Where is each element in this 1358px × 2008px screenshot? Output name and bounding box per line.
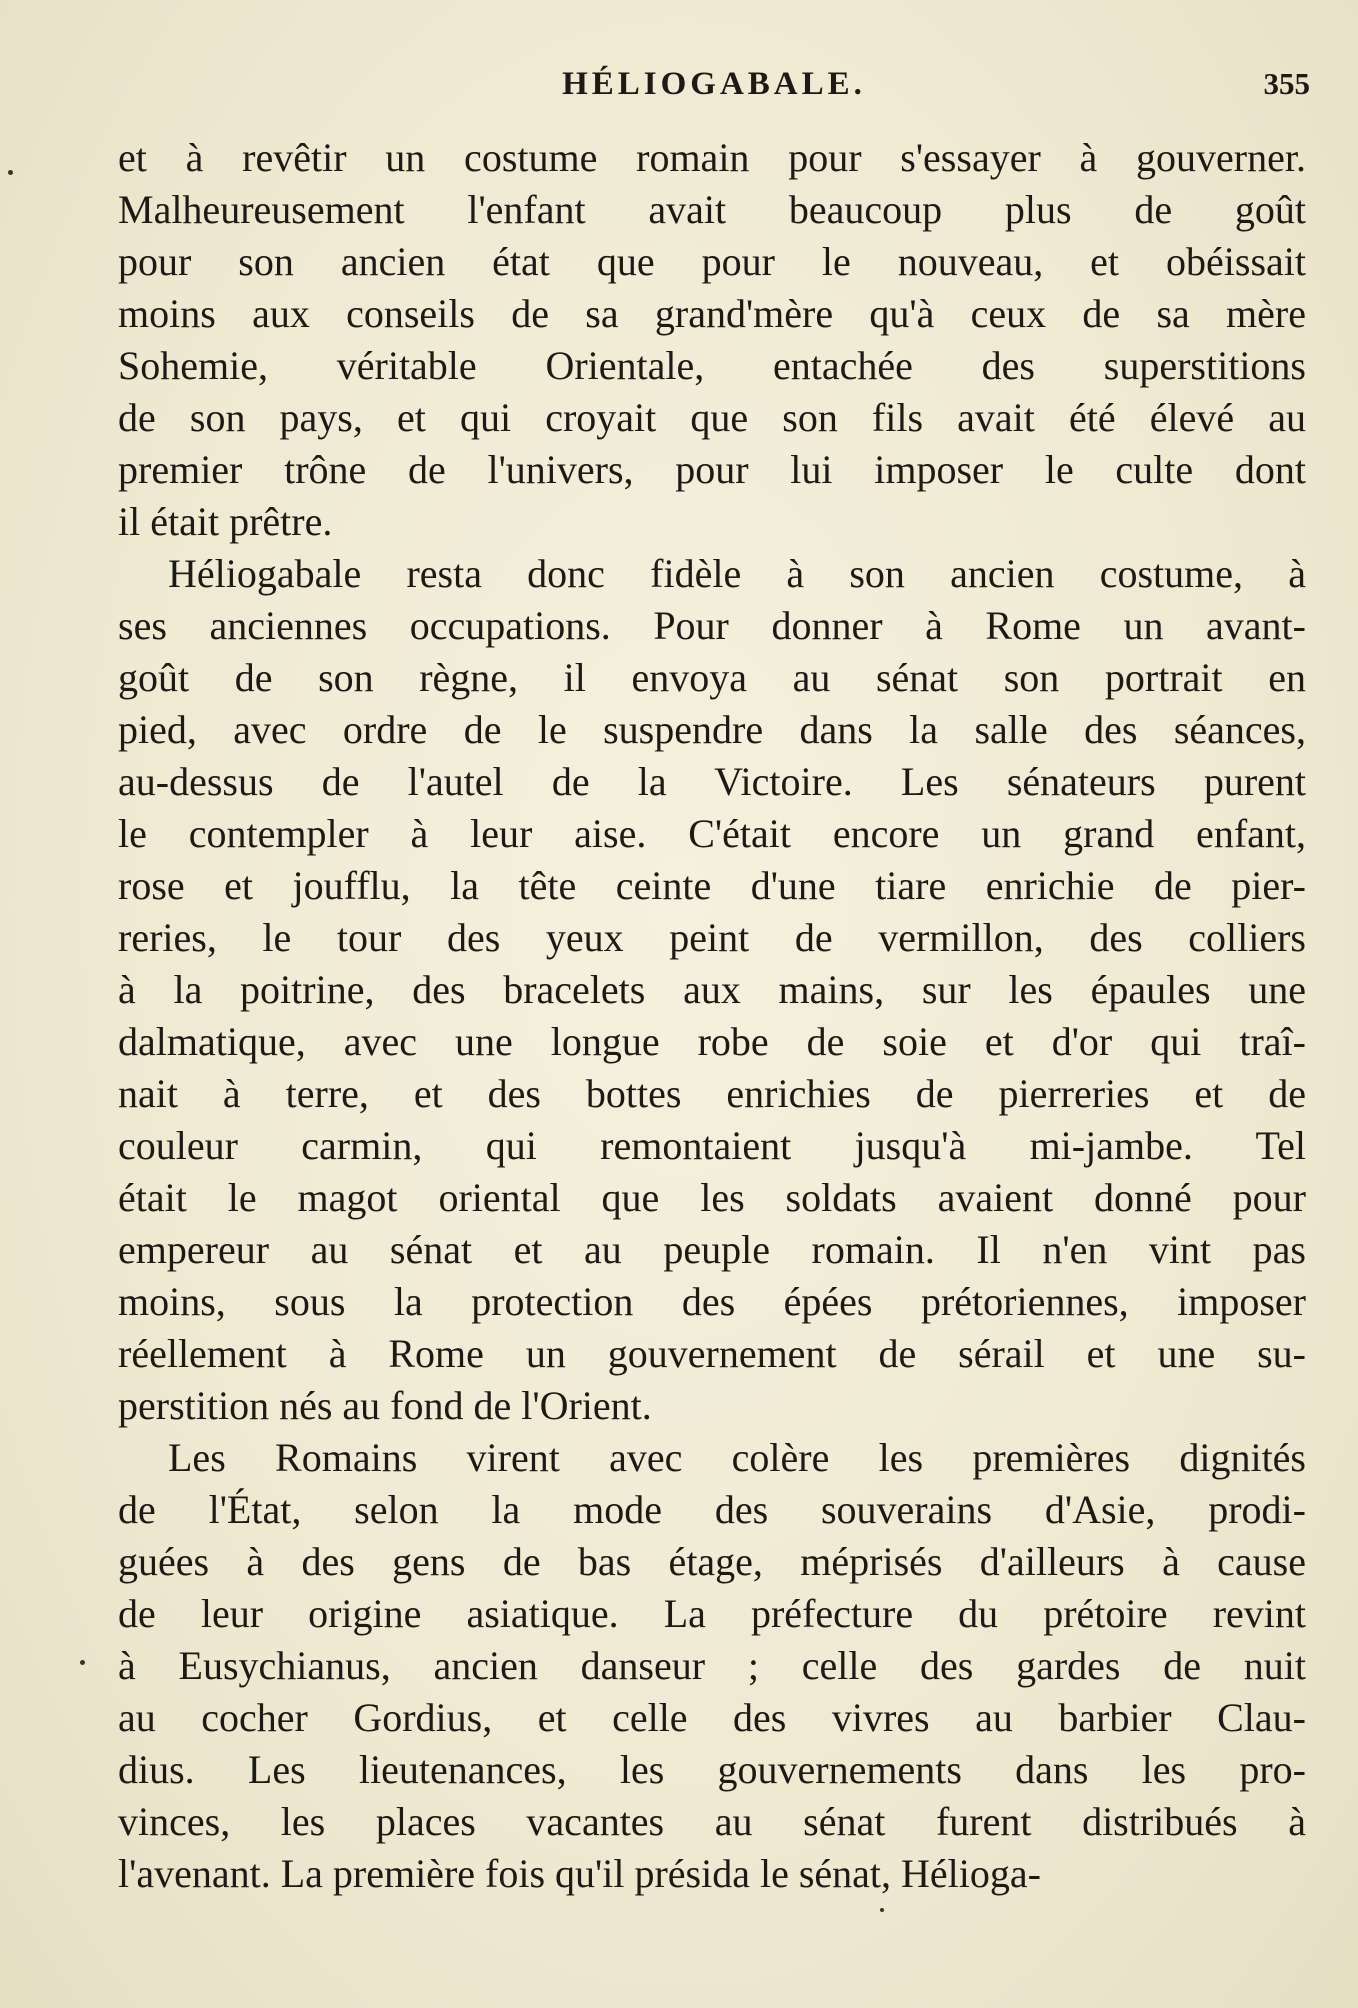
text-line: de l'État, selon la mode des souverains d'Asie, prodi- — [118, 1487, 1306, 1532]
text-line: Malheureusement l'enfant avait beaucoup plus de goût — [118, 187, 1306, 232]
text-line: moins aux conseils de sa grand'mère qu'à ceux de sa mère — [118, 291, 1306, 336]
text-line: le contempler à leur aise. C'était encore un grand enfant, — [118, 811, 1306, 856]
text-line: nait à terre, et des bottes enrichies de pierreries et de — [118, 1071, 1306, 1116]
text-line: Héliogabale resta donc fidèle à son ancien costume, à — [168, 551, 1306, 596]
text-line: Les Romains virent avec colère les premières dignités — [168, 1435, 1306, 1480]
text-line: à la poitrine, des bracelets aux mains, sur les épaules une — [118, 967, 1306, 1012]
text-line: pour son ancien état que pour le nouveau, et obéissait — [118, 239, 1306, 284]
text-line: de leur origine asiatique. La préfecture du prétoire revint — [118, 1591, 1306, 1636]
body-text — [118, 132, 1306, 1900]
text-line: Sohemie, véritable Orientale, entachée des superstitions — [118, 343, 1306, 388]
page-number: 355 — [1263, 66, 1310, 101]
text-line: réellement à Rome un gouvernement de sérail et une su- — [118, 1331, 1306, 1376]
text-line: l'avenant. La première fois qu'il présida le sénat, Hélioga- — [118, 1851, 1041, 1896]
text-line: il était prêtre. — [118, 499, 333, 544]
text-line: empereur au sénat et au peuple romain. Il n'en vint pas — [118, 1227, 1306, 1272]
ink-speck — [880, 1908, 884, 1912]
text-line: pied, avec ordre de le suspendre dans la salle des séances, — [118, 707, 1306, 752]
text-line: vinces, les places vacantes au sénat furent distribués à — [118, 1799, 1306, 1844]
text-line: rose et joufflu, la tête ceinte d'une tiare enrichie de pier- — [118, 863, 1306, 908]
text-line: était le magot oriental que les soldats avaient donné pour — [118, 1175, 1306, 1220]
text-line: premier trône de l'univers, pour lui imposer le culte dont — [118, 447, 1306, 492]
text-line: guées à des gens de bas étage, méprisés d'ailleurs à cause — [118, 1539, 1306, 1584]
text-line: au cocher Gordius, et celle des vivres au barbier Clau- — [118, 1695, 1306, 1740]
text-line: goût de son règne, il envoya au sénat son portrait en — [118, 655, 1306, 700]
text-line: reries, le tour des yeux peint de vermillon, des colliers — [118, 915, 1306, 960]
paragraph — [118, 548, 1306, 1432]
paragraph — [118, 1432, 1306, 1900]
text-line: au-dessus de l'autel de la Victoire. Les sénateurs purent — [118, 759, 1306, 804]
page-header — [118, 66, 1310, 116]
running-title: HÉLIOGABALE. — [562, 66, 866, 102]
paragraph — [118, 132, 1306, 548]
text-line: et à revêtir un costume romain pour s'essayer à gouverner. — [118, 135, 1306, 180]
text-line: dius. Les lieutenances, les gouvernements dans les pro- — [118, 1747, 1306, 1792]
text-line: perstition nés au fond de l'Orient. — [118, 1383, 652, 1428]
text-line: à Eusychianus, ancien danseur ; celle des gardes de nuit — [118, 1643, 1306, 1688]
text-line: de son pays, et qui croyait que son fils avait été élevé au — [118, 395, 1306, 440]
text-line: dalmatique, avec une longue robe de soie et d'or qui traî- — [118, 1019, 1306, 1064]
text-line: ses anciennes occupations. Pour donner à Rome un avant- — [118, 603, 1306, 648]
ink-speck — [8, 170, 13, 175]
ink-speck — [80, 1660, 85, 1665]
text-line: moins, sous la protection des épées prétoriennes, imposer — [118, 1279, 1306, 1324]
text-line: couleur carmin, qui remontaient jusqu'à mi-jambe. Tel — [118, 1123, 1306, 1168]
